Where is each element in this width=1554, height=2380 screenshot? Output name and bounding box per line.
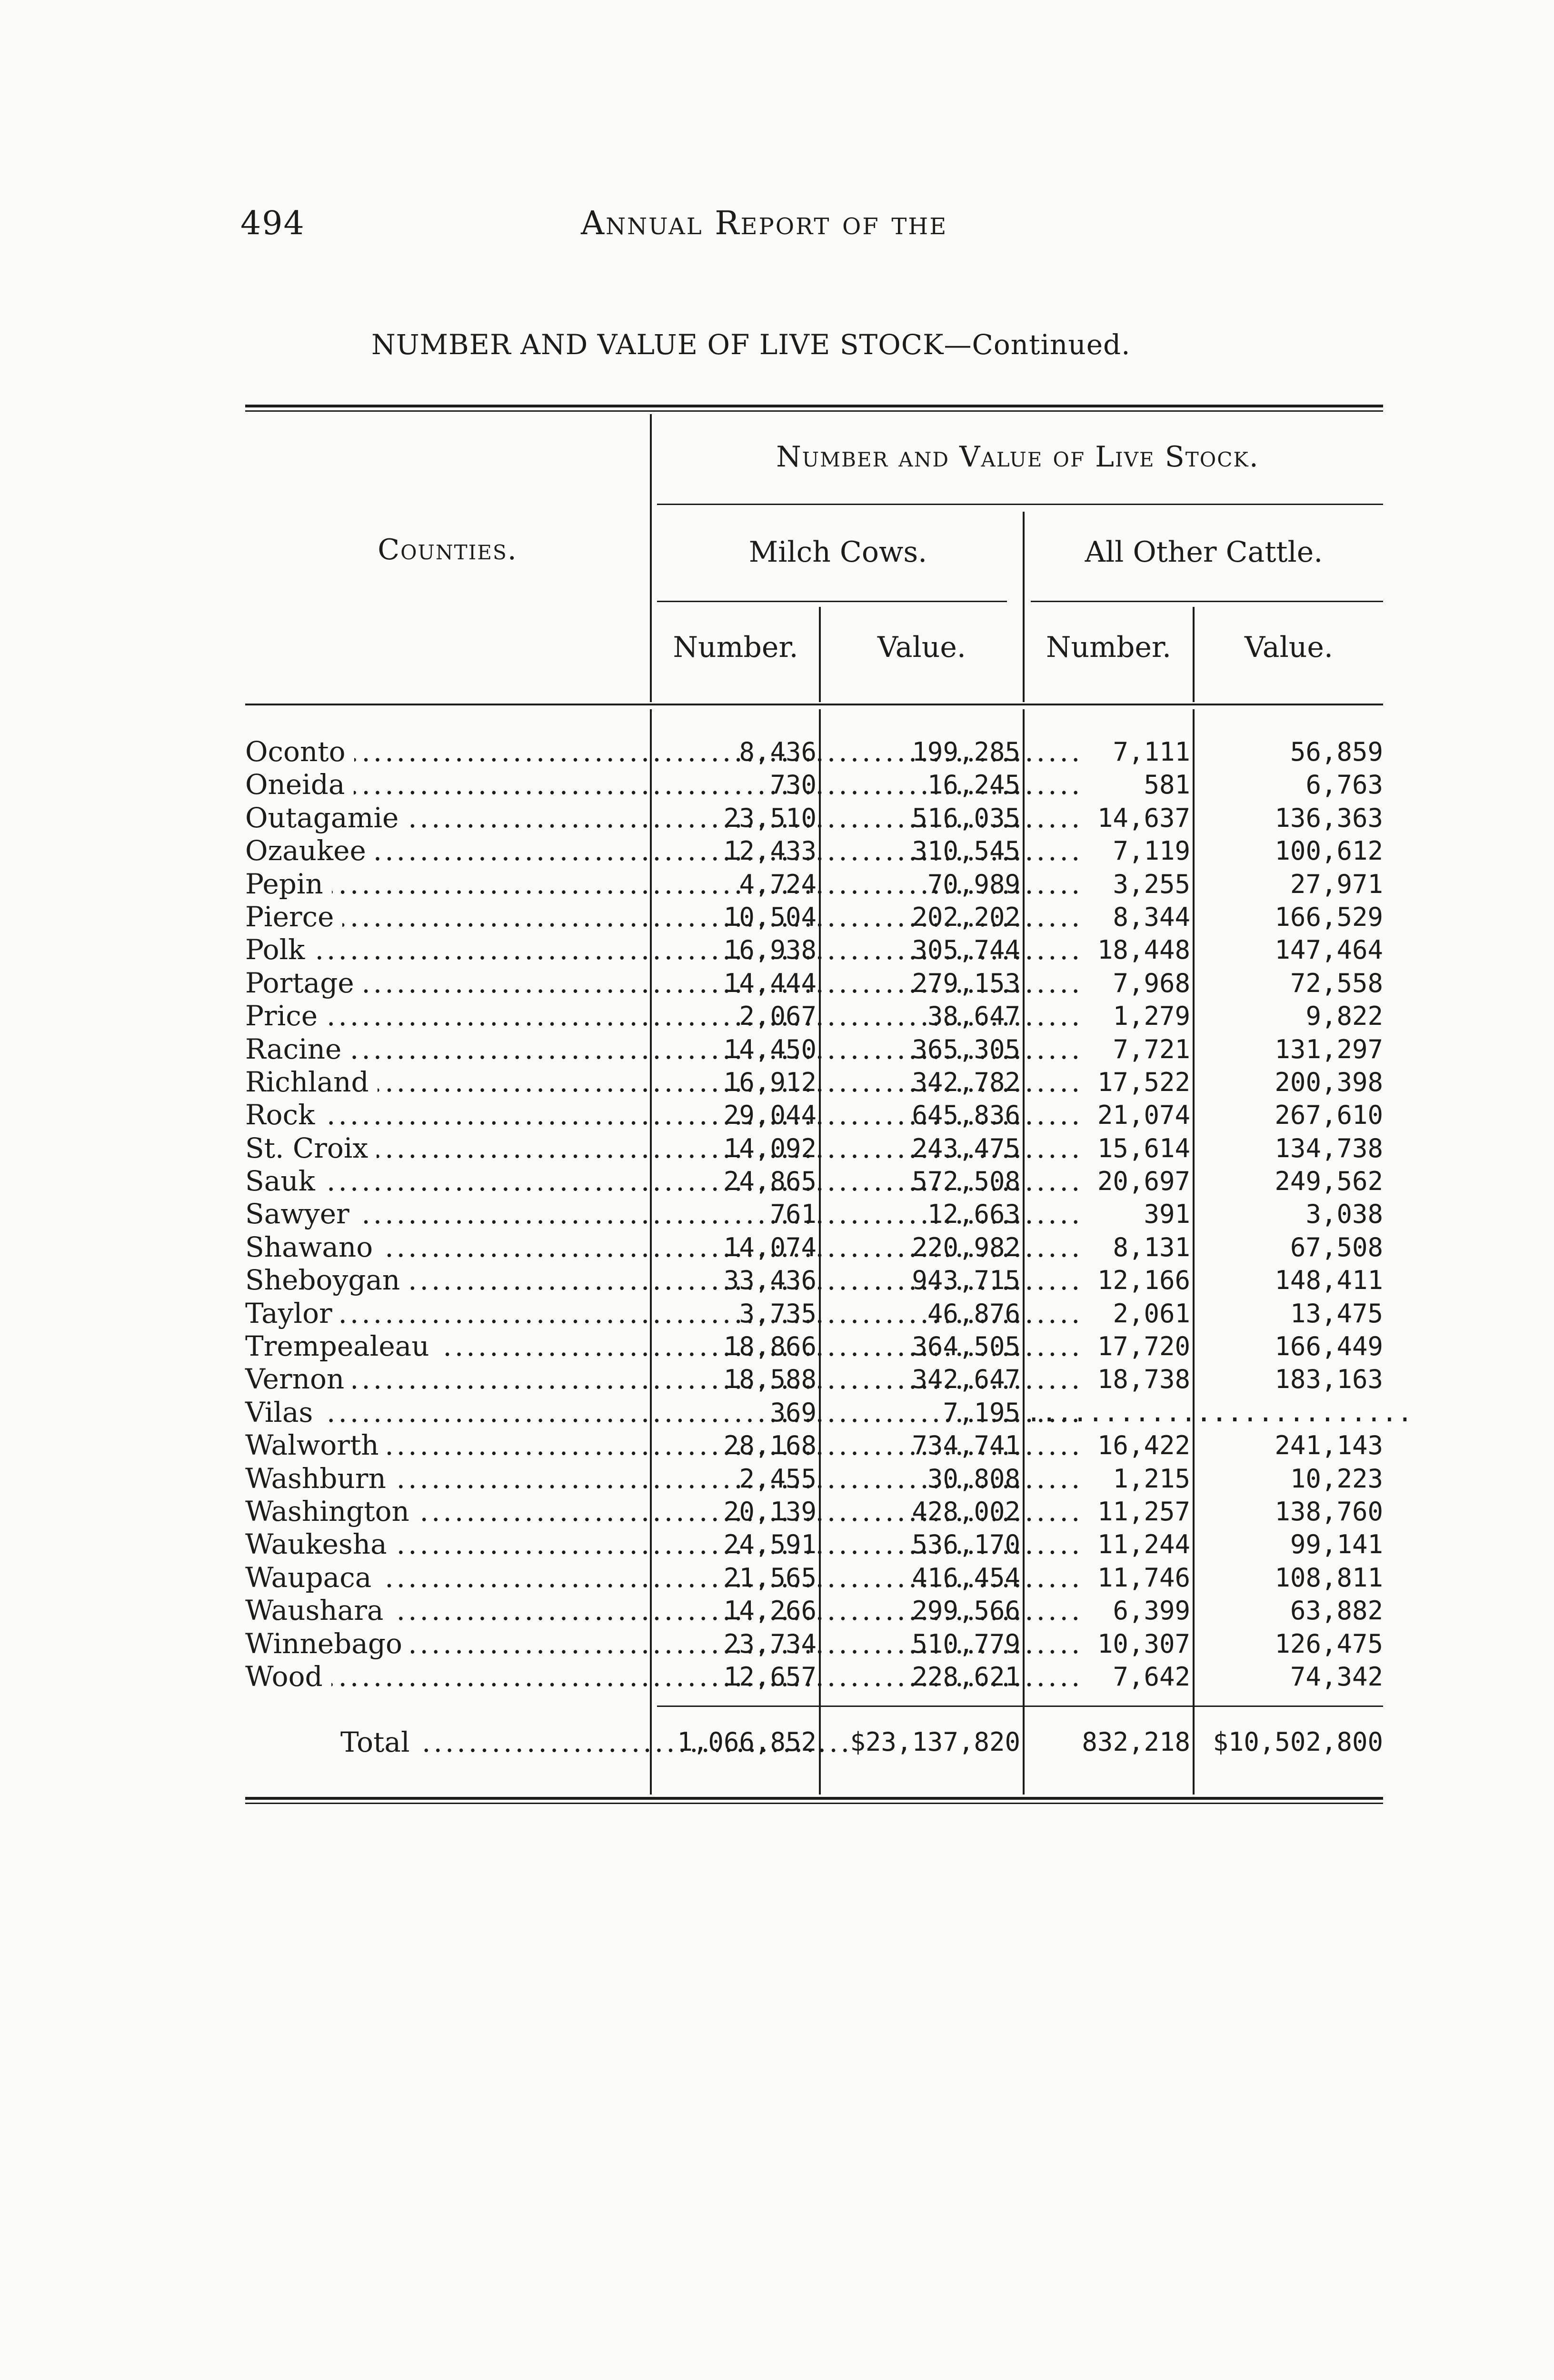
total-cows-value-cell: $23,137,820	[850, 1727, 1020, 1757]
cattle-value-cell: 74,342	[1290, 1661, 1383, 1692]
table-title: NUMBER AND VALUE OF LIVE STOCK—Continued.	[371, 328, 1131, 361]
cattle-number-cell: 1,279	[1113, 1001, 1190, 1031]
cows-value-cell: 510,779	[912, 1628, 1020, 1659]
cows-number-cell: 18,588	[723, 1364, 817, 1395]
cattle-value-cell: 134,738	[1275, 1133, 1383, 1163]
table-top-rule-thin	[245, 410, 1383, 412]
cows-number-cell: 24,591	[723, 1529, 817, 1560]
county-name: Sheboygan .....	[245, 1264, 645, 1297]
table-row	[245, 1165, 1388, 1198]
cows-value-header: Value.	[877, 631, 966, 664]
page-number: 494	[240, 205, 305, 242]
cows-value-cell: 310,545	[912, 836, 1020, 866]
cows-value-cell: 305,744	[912, 935, 1020, 965]
cattle-number-cell: 8,344	[1113, 902, 1190, 932]
cows-value-cell: 572,508	[912, 1166, 1020, 1197]
other-cattle-header: All Other Cattle.	[1085, 536, 1323, 569]
cows-number-header: Number.	[673, 631, 798, 664]
county-name: Portage .....	[245, 967, 645, 1000]
cattle-number-cell: 17,720	[1097, 1331, 1190, 1362]
total-cows-number-cell: 1,066,852	[677, 1727, 817, 1757]
cattle-number-cell: 21,074	[1097, 1100, 1190, 1130]
live-stock-group-header: Number and Value of Live Stock.	[776, 440, 1259, 474]
cattle-number-cell: 11,257	[1097, 1496, 1190, 1527]
cows-value-cell: 279,153	[912, 968, 1020, 998]
table-top-rule	[245, 405, 1383, 407]
cows-value-cell: 734,741	[912, 1430, 1020, 1461]
cows-number-cell: 14,092	[723, 1133, 817, 1163]
cattle-number-cell: 11,746	[1097, 1562, 1190, 1593]
cows-value-cell: 428,002	[912, 1496, 1020, 1527]
cows-number-cell: 12,657	[723, 1661, 817, 1692]
cattle-number-cell: 18,738	[1097, 1364, 1190, 1395]
cows-number-cell: 21,565	[723, 1562, 817, 1593]
cows-value-cell: 38,647	[927, 1001, 1020, 1031]
county-name: Vilas .....	[245, 1396, 645, 1429]
table-row	[245, 1066, 1388, 1099]
cows-value-cell: 364,505	[912, 1331, 1020, 1362]
cows-number-cell: 28,168	[723, 1430, 817, 1461]
cows-number-cell: 2,455	[739, 1463, 817, 1494]
cows-number-cell: 3,735	[739, 1298, 817, 1329]
cattle-number-cell: 1,215	[1113, 1463, 1190, 1494]
county-name: Racine .....	[245, 1033, 645, 1066]
cattle-number-cell: 10,307	[1097, 1628, 1190, 1659]
cows-value-cell: 342,647	[912, 1364, 1020, 1395]
county-name: Winnebago .....	[245, 1627, 645, 1660]
cows-number-cell: 18,866	[723, 1331, 817, 1362]
cattle-value-cell: 166,449	[1275, 1331, 1383, 1362]
header-rule-group	[657, 504, 1383, 505]
table-row	[245, 1330, 1388, 1363]
cows-value-cell: 365,305	[912, 1034, 1020, 1064]
county-name: Wood .....	[245, 1660, 645, 1693]
table-row	[245, 1660, 1388, 1693]
county-name: Rock .....	[245, 1099, 645, 1131]
cows-value-cell: 243,475	[912, 1133, 1020, 1163]
cows-value-cell: 220,982	[912, 1232, 1020, 1262]
table-row	[245, 1033, 1388, 1066]
milch-cows-header: Milch Cows.	[748, 536, 927, 569]
cows-value-cell: 416,454	[912, 1562, 1020, 1593]
county-name: Oconto .....	[245, 735, 645, 768]
cattle-number-cell: 16,422	[1097, 1430, 1190, 1461]
cows-number-cell: 761	[770, 1199, 817, 1230]
cattle-value-cell: 27,971	[1290, 869, 1383, 899]
cattle-number-cell: 14,637	[1097, 803, 1190, 833]
table-body	[245, 735, 1413, 1693]
cows-number-cell: 4,724	[739, 869, 817, 899]
cows-value-cell: 536,170	[912, 1529, 1020, 1560]
header-divider-counties	[650, 414, 652, 702]
cattle-number-cell: 2,061	[1113, 1298, 1190, 1329]
county-name: Taylor .....	[245, 1297, 645, 1330]
county-name: Outagamie .....	[245, 802, 645, 834]
cattle-value-cell: 131,297	[1275, 1034, 1383, 1064]
cows-value-cell: 7,195	[943, 1397, 1020, 1428]
cows-number-cell: 20,139	[723, 1496, 817, 1527]
county-name: Waushara .....	[245, 1594, 645, 1627]
table-row	[245, 1528, 1388, 1561]
table-row	[245, 1396, 1413, 1429]
cattle-value-cell: 126,475	[1275, 1628, 1383, 1659]
table-row	[245, 1429, 1388, 1462]
cows-value-cell: 202,202	[912, 902, 1020, 932]
cattle-value-cell: 148,411	[1275, 1265, 1383, 1296]
cows-number-cell: 14,450	[723, 1034, 817, 1064]
county-name: Waukesha .....	[245, 1528, 645, 1561]
cattle-value-cell: 13,475	[1290, 1298, 1383, 1329]
cattle-number-cell: 12,166	[1097, 1265, 1190, 1296]
cattle-value-cell: 183,163	[1275, 1364, 1383, 1395]
table-row	[245, 768, 1388, 801]
table-row	[245, 735, 1388, 768]
county-name: St. Croix .....	[245, 1132, 645, 1165]
header-bottom-rule	[245, 704, 1383, 705]
cattle-number-cell: 3,255	[1113, 869, 1190, 899]
cows-value-cell: 30,808	[927, 1463, 1020, 1494]
table-row	[245, 834, 1388, 867]
cattle-number-cell: 7,119	[1113, 836, 1190, 866]
county-name: Waupaca .....	[245, 1561, 645, 1594]
county-name: Pierce .....	[245, 901, 645, 933]
table-row	[245, 967, 1388, 1000]
cattle-number-cell: 17,522	[1097, 1067, 1190, 1097]
cows-value-cell: 12,663	[927, 1199, 1020, 1230]
counties-header: Counties.	[378, 533, 518, 566]
cows-number-cell: 23,510	[723, 803, 817, 833]
cattle-number-cell: 15,614	[1097, 1133, 1190, 1163]
cattle-number-cell: 6,399	[1113, 1596, 1190, 1626]
county-name: Shawano .....	[245, 1231, 645, 1264]
county-name: Washington .....	[245, 1495, 645, 1528]
table-row	[245, 1627, 1388, 1660]
county-name: Vernon .....	[245, 1363, 645, 1396]
cattle-value-cell: 249,562	[1275, 1166, 1383, 1197]
cows-number-cell: 14,074	[723, 1232, 817, 1262]
cattle-value-cell: 200,398	[1275, 1067, 1383, 1097]
county-name: Sawyer .....	[245, 1198, 645, 1230]
table-bottom-rule-thin	[245, 1803, 1383, 1804]
cows-value-cell: 46,876	[927, 1298, 1020, 1329]
cows-number-cell: 33,436	[723, 1265, 817, 1296]
table-row	[245, 1264, 1388, 1297]
cattle-number-cell: 7,968	[1113, 968, 1190, 998]
cows-number-cell: 12,433	[723, 836, 817, 866]
cattle-number-cell: 391	[1144, 1199, 1190, 1230]
table-row	[245, 1495, 1388, 1528]
county-name: Richland .....	[245, 1066, 645, 1099]
cattle-value-cell: 136,363	[1275, 803, 1383, 833]
cattle-number-header: Number.	[1046, 631, 1172, 664]
cows-number-cell: 24,865	[723, 1166, 817, 1197]
cattle-number-cell: 18,448	[1097, 935, 1190, 965]
cattle-value-cell: 166,529	[1275, 902, 1383, 932]
cows-value-cell: 70,989	[927, 869, 1020, 899]
total-label: Total .....	[340, 1723, 645, 1761]
table-bottom-rule	[245, 1797, 1383, 1800]
cattle-value-cell: 10,223	[1290, 1463, 1383, 1494]
cows-value-cell: 342,782	[912, 1067, 1020, 1097]
cows-number-cell: 8,436	[739, 737, 817, 767]
table-row	[245, 802, 1388, 834]
cattle-number-cell: 7,642	[1113, 1661, 1190, 1692]
cows-number-cell: 730	[770, 770, 817, 800]
cows-value-cell: 645,836	[912, 1100, 1020, 1130]
table-row	[245, 1198, 1388, 1230]
cows-value-cell: 228,621	[912, 1661, 1020, 1692]
cattle-number-cell: 20,697	[1097, 1166, 1190, 1197]
cows-number-cell: 10,504	[723, 902, 817, 932]
total-cattle-number-cell: 832,218	[1082, 1727, 1190, 1757]
table-row	[245, 933, 1388, 966]
cattle-value-cell: 67,508	[1290, 1232, 1383, 1262]
table-row	[245, 1297, 1388, 1330]
county-name: Trempealeau .....	[245, 1330, 645, 1363]
header-rule-subgroup-right	[1031, 601, 1383, 602]
table-row	[245, 1363, 1388, 1396]
table-row	[245, 868, 1388, 901]
county-name: Oneida .....	[245, 768, 645, 801]
cattle-number-cell: 8,131	[1113, 1232, 1190, 1262]
cattle-value-cell: 241,143	[1275, 1430, 1383, 1461]
cattle-value-cell: 108,811	[1275, 1562, 1383, 1593]
cows-number-cell: 16,938	[723, 935, 817, 965]
cows-value-cell: 943,715	[912, 1265, 1020, 1296]
cattle-value-cell: 9,822	[1305, 1001, 1383, 1031]
cows-value-cell: 16,245	[927, 770, 1020, 800]
county-name: Walworth .....	[245, 1429, 645, 1462]
cattle-value-cell: 3,038	[1305, 1199, 1383, 1230]
cattle-number-cell: 581	[1144, 770, 1190, 800]
cattle-value-cell: 72,558	[1290, 968, 1383, 998]
county-name: Polk .....	[245, 933, 645, 966]
cows-value-cell: 199,285	[912, 737, 1020, 767]
cattle-value-cell: 99,141	[1290, 1529, 1383, 1560]
table-row	[245, 1132, 1388, 1165]
header-rule-subgroup-left	[657, 601, 1007, 602]
cows-value-cell: 299,566	[912, 1596, 1020, 1626]
county-name: Washburn .....	[245, 1462, 645, 1495]
cattle-number-cell: 11,244	[1097, 1529, 1190, 1560]
running-head: Annual Report of the	[581, 205, 948, 242]
cows-value-cell: 516,035	[912, 803, 1020, 833]
table-row	[245, 901, 1388, 933]
cattle-value-cell: 6,763	[1305, 770, 1383, 800]
table-row	[245, 1462, 1388, 1495]
county-name: Price .....	[245, 1000, 645, 1032]
cattle-value-cell: 267,610	[1275, 1100, 1383, 1130]
cows-number-cell: 16,912	[723, 1067, 817, 1097]
cattle-number-cell: 7,111	[1113, 737, 1190, 767]
table-row	[245, 1000, 1388, 1032]
total-cattle-value-cell: $10,502,800	[1213, 1727, 1383, 1757]
county-name: Pepin .....	[245, 868, 645, 901]
cattle-value-cell: 138,760	[1275, 1496, 1383, 1527]
cows-number-cell: 23,734	[723, 1628, 817, 1659]
cattle-value-cell: 147,464	[1275, 935, 1383, 965]
cattle-value-cell: 56,859	[1290, 737, 1383, 767]
table-row	[245, 1594, 1388, 1627]
table-row	[245, 1231, 1388, 1264]
county-name: Ozaukee .....	[245, 834, 645, 867]
cows-number-cell: 14,266	[723, 1596, 817, 1626]
cattle-value-cell: 100,612	[1275, 836, 1383, 866]
table-row	[245, 1561, 1388, 1594]
cattle-value-header: Value.	[1244, 631, 1333, 664]
table-row	[245, 1099, 1388, 1131]
county-name: Sauk .....	[245, 1165, 645, 1198]
cows-number-cell: 29,044	[723, 1100, 817, 1130]
cows-number-cell: 369	[770, 1397, 817, 1428]
cows-number-cell: 2,067	[739, 1001, 817, 1031]
total-separator-rule	[657, 1706, 1383, 1707]
cattle-value-cell-empty: ..............	[1196, 1397, 1413, 1428]
cattle-value-cell: 63,882	[1290, 1596, 1383, 1626]
cattle-number-cell: 7,721	[1113, 1034, 1190, 1064]
cows-number-cell: 14,444	[723, 968, 817, 998]
cattle-number-cell-empty: ..............	[1026, 1397, 1243, 1428]
